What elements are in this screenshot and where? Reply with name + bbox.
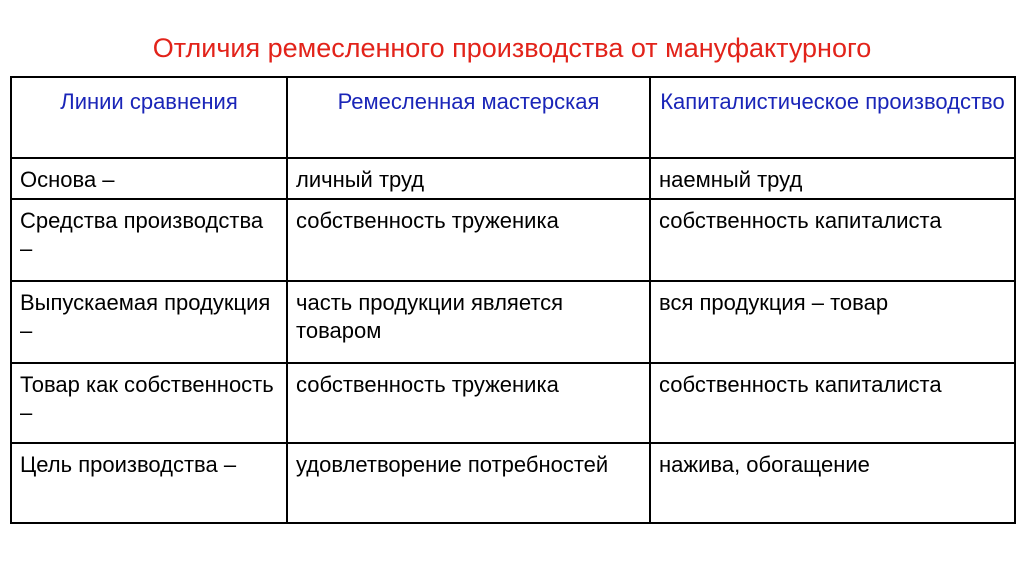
table-row <box>11 158 1015 199</box>
row-label-cell: Средства производства – <box>11 199 287 281</box>
column-header-craft-workshop: Ремесленная мастерская <box>287 77 650 158</box>
table-row <box>11 199 1015 281</box>
page-title: Отличия ремесленного производства от мануфактурного <box>152 33 872 63</box>
capitalist-cell: вся продукция – товар <box>650 281 1015 363</box>
column-header-capitalist-production: Капиталистическое производство <box>650 77 1015 158</box>
row-label-cell: Цель производства – <box>11 443 287 523</box>
craft-cell: собственность труженика <box>287 363 650 443</box>
capitalist-cell: собственность капиталиста <box>650 363 1015 443</box>
row-label-cell: Выпускаемая продукция – <box>11 281 287 363</box>
capitalist-cell: нажива, обогащение <box>650 443 1015 523</box>
row-label-cell: Основа – <box>11 158 287 199</box>
column-header-comparison-lines: Линии сравнения <box>11 77 287 158</box>
capitalist-cell: наемный труд <box>650 158 1015 199</box>
craft-cell: часть продукции является товаром <box>287 281 650 363</box>
table-row <box>11 443 1015 523</box>
row-label-cell: Товар как собственность – <box>11 363 287 443</box>
table-header-row <box>11 77 1015 158</box>
table-row <box>11 281 1015 363</box>
craft-cell: личный труд <box>287 158 650 199</box>
table-row <box>11 363 1015 443</box>
craft-cell: удовлетворение потребностей <box>287 443 650 523</box>
capitalist-cell: собственность капиталиста <box>650 199 1015 281</box>
comparison-table <box>10 76 1016 524</box>
craft-cell: собственность труженика <box>287 199 650 281</box>
